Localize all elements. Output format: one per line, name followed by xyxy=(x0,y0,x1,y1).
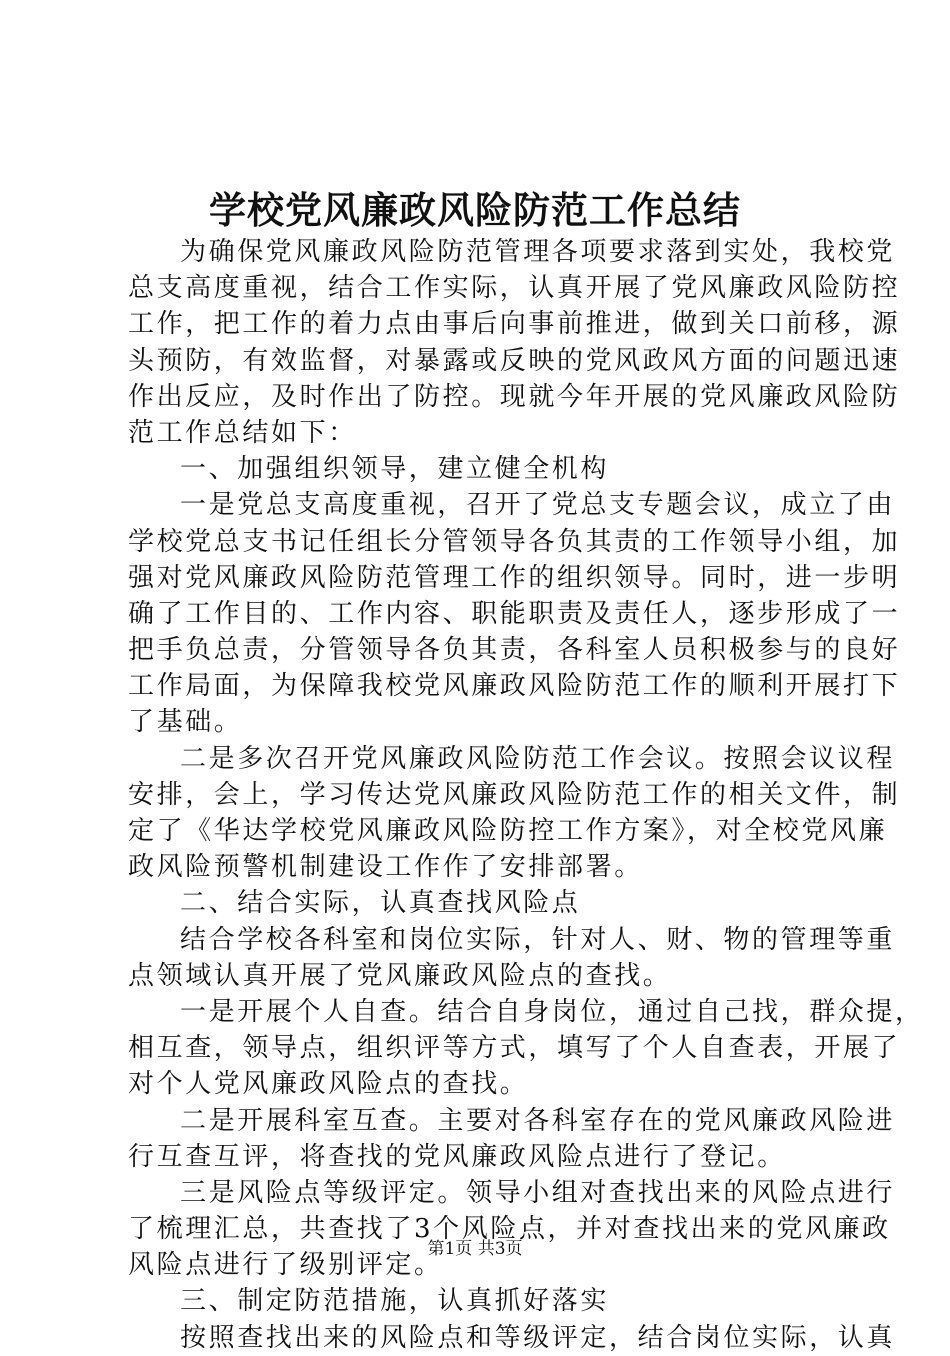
body-line: 行互查互评，将查找的党风廉政风险点进行了登记。 xyxy=(128,1141,786,1172)
document-body xyxy=(128,234,924,1356)
body-line: 三是风险点等级评定。领导小组对查找出来的风险点进行 xyxy=(180,1177,896,1208)
body-line: 为确保党风廉政风险防范管理各项要求落到实处，我校党 xyxy=(180,237,896,267)
body-line: 总支高度重视，结合工作实际，认真开展了党风廉政风险防控 xyxy=(128,273,901,304)
body-line: 一、加强组织领导，建立健全机构 xyxy=(180,454,610,485)
body-line: 了梳理汇总，共查找了3个风险点，并对查找出来的党风廉政 xyxy=(128,1214,891,1245)
body-line: 工作局面，为保障我校党风廉政风险防范工作的顺利开展打下 xyxy=(128,671,901,702)
body-line: 风险点进行了级别评定。 xyxy=(128,1250,443,1281)
body-line: 把手负总责，分管领导各负其责，各科室人员积极参与的良好 xyxy=(128,635,901,666)
body-line: 对个人党风廉政风险点的查找。 xyxy=(128,1069,529,1100)
body-line: 范工作总结如下： xyxy=(128,417,357,448)
body-line: 二是多次召开党风廉政风险防范工作会议。按照会议议程 xyxy=(180,743,896,774)
body-line: 学校党总支书记任组长分管领导各负其责的工作领导小组，加 xyxy=(128,526,901,557)
body-line: 头预防，有效监督，对暴露或反映的党风政风方面的问题迅速 xyxy=(128,345,901,376)
document-title: 学校党风廉政风险防范工作总结 xyxy=(209,188,741,232)
body-line: 按照查找出来的风险点和等级评定，结合岗位实际，认真 xyxy=(180,1322,896,1353)
body-line: 强对党风廉政风险防范管理工作的组织领导。同时，进一步明 xyxy=(128,562,901,593)
body-line: 一是党总支高度重视，召开了党总支专题会议，成立了由 xyxy=(180,490,896,521)
body-line: 作出反应，及时作出了防控。现就今年开展的党风廉政风险防 xyxy=(128,381,901,412)
body-line: 相互查，领导点，组织评等方式，填写了个人自查表，开展了 xyxy=(128,1033,901,1064)
body-line: 定了《华达学校党风廉政风险防控工作方案》，对全校党风廉 xyxy=(128,816,888,846)
body-line: 二是开展科室互查。主要对各科室存在的党风廉政风险进 xyxy=(180,1105,896,1136)
body-line: 点领域认真开展了党风廉政风险点的查找。 xyxy=(128,960,672,991)
body-line: 三、制定防范措施，认真抓好落实 xyxy=(180,1286,610,1317)
page-footer: 第1页 共3页 xyxy=(427,1239,523,1259)
body-line: 安排，会上，学习传达党风廉政风险防范工作的相关文件，制 xyxy=(128,779,901,810)
body-line: 二、结合实际，认真查找风险点 xyxy=(180,888,581,919)
body-line: 工作，把工作的着力点由事后向事前推进，做到关口前移，源 xyxy=(128,309,901,340)
body-line: 政风险预警机制建设工作作了安排部署。 xyxy=(128,852,643,883)
body-line: 确了工作目的、工作内容、职能职责及责任人，逐步形成了一 xyxy=(128,598,901,629)
body-line: 结合学校各科室和岗位实际，针对人、财、物的管理等重 xyxy=(180,924,896,955)
body-line: 一是开展个人自查。结合自身岗位，通过自己找，群众提， xyxy=(180,996,924,1027)
body-line: 了基础。 xyxy=(128,707,243,738)
